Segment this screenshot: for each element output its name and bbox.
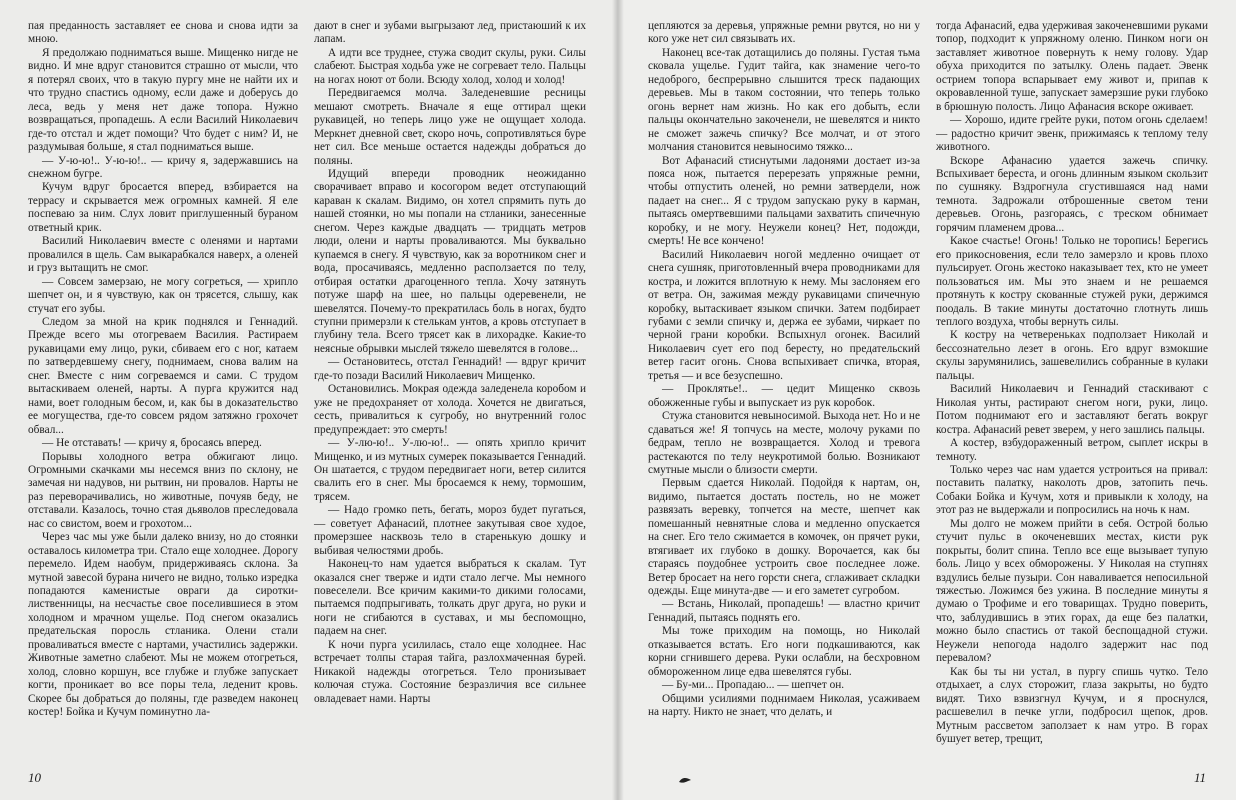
paragraph: — Встань, Николай, пропадешь! — властно кричит Геннадий, пытаясь поднять его.: [648, 598, 920, 624]
left-page-number: 10: [28, 770, 41, 785]
paragraph: Передвигаемся молча. Заледеневшие ресницы мешают смотреть. Вначале я еще оттирал щеки рукавицей, но теперь лицо уже не ощущает холода. Меркнет дневной свет, скоро ночь, сопротивляться буре нет сил. Все меньше остается надежды добраться до поляны.: [314, 87, 586, 167]
paragraph: — У-лю-ю!.. У-лю-ю!.. — опять хрипло кричит Мищенко, и из мутных сумерек показывается Геннадий. Он шатается, с трудом передвигает ноги, ветер силится свалить его в снег. Мы бросаемся к нему, тормошим, трясем.: [314, 437, 586, 503]
paragraph: Василий Николаевич вместе с оленями и нартами провалился в щель. Сам выкарабкался наверх, а оленей и груз вытащить не смог.: [28, 235, 298, 275]
paragraph: — Надо громко петь, бегать, мороз будет пугаться, — советует Афанасий, плотнее закутывая свое худое, промерзшее насквозь тело в старенькую дошку и выбивая челюстями дробь.: [314, 504, 586, 557]
left-page-column-2: [314, 20, 586, 732]
paragraph: Порывы холодного ветра обжигают лицо. Огромными скачками мы несемся вниз по склону, не замечая ни надувов, ни рытвин, ни провалов. Нарты не раз переворачивались, но животные, почуяв беду, не отставали. Казалось, точно стая дьяволов преследовала нас со свистом, воем и грохотом...: [28, 450, 298, 530]
paragraph: К костру на четвереньках подползает Николай и бессознательно лезет в огонь. Его вдруг взмокшие скулы зарумянились, зашевелились собранные в кулаки пальцы.: [936, 329, 1208, 382]
paragraph: Стужа становится невыносимой. Выхода нет. Но и не сдаваться же! Я топчусь на месте, молочу руками по бедрам, тепло не возвращается. Холод и тревога растекаются по телу неукротимой болью. Возникают смутные мысли о близости смерти.: [648, 410, 920, 476]
right-page-number: 11: [1193, 770, 1206, 785]
paragraph: Следом за мной на крик поднялся и Геннадий. Прежде всего мы отогреваем Василия. Растираем рукавицами ему лицо, руки, сбиваем его с ног, катаем по затвердевшему снегу, поднимаем, снова валим на снег. Вместе с ним согреваемся и сами. С трудом вытаскиваем оленей, нарты. А пурга кружится над нами, воет голодным бесом, и, как бы в доказательство ее могущества, где-то совсем рядом затяжно грохочет обвал...: [28, 315, 298, 436]
paragraph: Наконец-то нам удается выбраться к скалам. Тут оказался снег тверже и идти стало легче. Мы немного повеселели. Все кричим какими-то дикими голосами, пытаемся подпрыгивать, толкать друг друга, но руки и ноги не сгибаются в суставах, и мы беспомощно, падаем на снег.: [314, 558, 586, 638]
paragraph: — У-ю-ю!.. У-ю-ю!.. — кричу я, задержавшись на снежном бугре.: [28, 154, 298, 180]
paragraph: Вот Афанасий стиснутыми ладонями достает из-за пояса нож, пытается перерезать упряжные ремни, чтобы отпустить оленей, но ремни затвердели, нож падает на снег... Я с трудом запускаю руку в карман, пытаясь омертвевшими пальцами захватить спичечную коробку, и не могу. Неужели конец? Нет, подожди, смерть! Не все кончено!: [648, 154, 920, 248]
paragraph: Общими усилиями поднимаем Николая, усаживаем на нарту. Никто не знает, что делать, и: [648, 692, 920, 719]
paragraph: Остановились. Мокрая одежда заледенела коробом и уже не предохраняет от холода. Хочется не двигаться, сесть, привалиться к сугробу, но внутренний голос предупреждает: это смерть!: [314, 383, 586, 436]
paragraph: Василий Николаевич и Геннадий стаскивают с Николая унты, растирают снегом ноги, руки, лицо. Потом поднимают его и заставляют бегать вокруг костра. Афанасий ревет зверем, у него зашлись пальцы.: [936, 383, 1208, 436]
paragraph: Я предолжаю подниматься выше. Мищенко нигде не видно. И мне вдруг становится страшно от мысли, что я потерял своих, что в такую пургу мне не найти их и что трудно спастись одному, если даже и доберусь до леса, ведь у меня нет даже топора. Нужно возвращаться, пропадешь. А если Василий Николаевич где-то отстал и ждет помощи? Что будет с ним? И, не раздумывая больше, я стал подниматься выше.: [28, 46, 298, 154]
right-page: [618, 0, 1236, 800]
paragraph: Мы тоже приходим на помощь, но Николай отказывается встать. Его ноги подкашиваются, как корни сгнившего дерева. Руки ослабли, на бесхровном обмороженном лице едва шевелятся губы.: [648, 625, 920, 678]
paragraph: пая преданность заставляет ее снова и снова идти за мною.: [28, 20, 298, 46]
paragraph: дают в снег и зубами выгрызают лед, пристаюший к их лапам.: [314, 20, 586, 46]
paragraph: Как бы ты ни устал, в пургу спишь чутко. Тело отдыхает, а слух сторожит, глаза закрыты, но будто видят. Тихо взвизгнул Кучум, и я проснулся, расшевелил в печке угли, подбросил щепок, дров. Мутным рассветом заползает к нам утро. В горах бушует ветер, трещит,: [936, 665, 1208, 746]
paragraph: — Не отставать! — кричу я, бросаясь вперед.: [42, 437, 262, 450]
right-page-column-1: [648, 20, 920, 732]
paragraph: — Проклятье!.. — цедит Мищенко сквозь обожженные губы и выпускает из рук коробок.: [648, 383, 920, 409]
left-page-column-1: [28, 20, 298, 732]
paragraph: — Совсем замерзаю, не могу согреться, — хрипло шепчет он, и я чувствую, как он трясется, слышу, как стучат его зубы.: [28, 275, 298, 315]
paragraph: Василий Николаевич ногой медленно очищает от снега сушняк, приготовленный вчера проводниками для костра, и ложится вплотную к нему. Мы заслоняем его от ветра. Он, зажимая между рукавицами спичечную коробку, вытаскивает языком спички. Затем подбирает губами с земли спичку и, держа ее зубами, чиркает по черной грани коробки. Вспыхнул огонек. Василий Николаевич сует его под бересту, но предательский ветер гасит огонь. Снова вспыхивает спичка, вторая, третья — и все безуспешно.: [648, 248, 920, 382]
paragraph: — Хорошо, идите грейте руки, потом огонь сделаем! — радостно кричит эвенк, прижимаясь к теплому телу животного.: [936, 114, 1208, 154]
paragraph: — Остановитесь, отстал Геннадий! — вдруг кричит где-то позади Василий Николаевич Мищенко.: [314, 356, 586, 382]
paragraph: А идти все труднее, стужа сводит скулы, руки. Силы слабеют. Быстрая ходьба уже не согревает тело. Пальцы на ногах ноют от боли. Всюду холод, холод и холод!: [314, 46, 586, 86]
paragraph: Первым сдается Николай. Подойдя к нартам, он, видимо, пытается достать постель, но не может развязать веревку, топчется на месте, шепчет как помешанный невнятные слова и медленно опускается на снег. Его тело сжимается в комочек, он прячет руки, втягивает их глубоко в дошку. Ворочается, как бы стараясь поудобнее устроить свое последнее ложе. Ветер бросает на него горсти снега, сглаживает складки одежды. Еще минута-две — и его заметет сугробом.: [648, 477, 920, 598]
right-page-column-2: [936, 20, 1208, 746]
paragraph: Кучум вдруг бросается вперед, взбирается на террасу и скрывается меж огромных камней. Я еле поспеваю за ним. Слух ловит приглушенный бураном ответный крик.: [28, 181, 298, 234]
paragraph: А костер, взбудораженный ветром, сыплет искры в темноту.: [936, 437, 1208, 463]
book-gutter: [612, 0, 624, 800]
paragraph: К ночи пурга усилилась, стало еще холоднее. Нас встречает толпы старая тайга, разлохмаченная бурей. Никакой надежды отогреться. Тело пронизывает колючая стужа. Состояние безразличия все сильнее овладевает нами. Нарты: [314, 638, 586, 705]
paragraph: цепляются за деревья, упряжные ремни рвутся, но ни у кого уже нет сил связывать их.: [648, 20, 920, 46]
paragraph: Наконец все-так дотащились до поляны. Густая тьма сковала ущелье. Гудит тайга, как знамение чего-то недоброго, беспрерывно слышится треск падающих деревьев. Мы в таком состоянии, что теперь только огонь вернет нам жизнь. Но как его добыть, если пальцы окончательно закоченели, не шевелятся и никто не сможет зажечь спичку? Все молчат, и от этого молчания становится невыносимо тяжко...: [648, 46, 920, 154]
paragraph: Идущий впереди проводник неожиданно сворачивает вправо и косогором ведет отступающий караван к скалам. Видимо, он хотел спрямить путь до нашей стоянки, но мы попали на стланики, занесенные снегом. Через каждые двадцать — тридцать метров люди, олени и нарты проваливаются. Мы буквально купаемся в снегу. Я чувствую, как за воротником снег и вода, просачиваясь, медленно расползается по телу, отбирая остатки драгоценного тепла. Хочу затянуть потуже шарф на шее, но пальцы одеревенели, не шевелятся. Почему-то прекратилась боль в ногах, будто ступни примерзли к стелькам унтов, а кровь отступает в глубину тела. Всего трясет как в лихорадке. Какие-то неясные обрывки мыслей тяжело шевелятся в голове...: [314, 167, 586, 355]
paragraph: Вскоре Афанасию удается зажечь спичку. Вспыхивает береста, и огонь длинным языком скользит по сушняку. Вздрогнула сгустившаяся над нами темнота. Задрожали отброшенные светом тени деревьев. Огонь, разгораясь, с треском обнимает горячим пламенем дрова...: [936, 154, 1208, 234]
printer-ornament-icon: [678, 776, 692, 786]
paragraph: — Бу-ми... Пропадаю... — шепчет он.: [662, 679, 845, 692]
paragraph: Какое счастье! Огонь! Только не торопись! Берегись его прикосновения, если тело замерзло и кровь плохо пульсирует. Огонь жестоко наказывает тех, кто не умеет пользоваться им. Мы это знаем и не решаемся протянуть к костру скованные стужей руки, держимся поодаль. В такие минуты достаточно глотнуть лишь теплого воздуха, чтобы вернуть силы.: [936, 235, 1208, 328]
paragraph: Через час мы уже были далеко внизу, но до стоянки оставалось километра три. Стало еще холоднее. Дорогу перемело. Идем наобум, придерживаясь склона. За мутной завесой бурана ничего не видно, только изредка попадаются каменистые овраги да сиротки-лиственницы, на несчастье свое поселившиеся в этом холодном и мрачном ущелье. Под снегом оказались предательская поросль стланика. Олени стали проваливаться вместе с нартами, участились задержки. Животные заметно слабеют. Мы не можем отогреться, холод, словно коршун, все глубже и глубже запускает когти, проникает во все поры тела, леденит кровь. Скорее бы добраться до поляны, где разведем наконец костер! Бойка и Кучум поминутно ла-: [28, 531, 298, 719]
paragraph: Мы долго не можем прийти в себя. Острой болью стучит пульс в окоченевших местах, кисти рук покрыты, болит спина. Тепло все еще вызывает тупую боль. Лицо у всех обморожены. У Николая на ступнях вздулись белые пузыри. Сон наваливается непосильной тяжестью. Ложимся без ужина. В последние минуты я думаю о Трофиме и его товарищах. Трудно поверить, что, заблудившись в этих горах, да еще без палатки, можно было спастись от такой беспощадной стужи. Неужели непогода надолго задержит нас под перевалом?: [936, 517, 1208, 665]
paragraph: Только через час нам удается устроиться на привал: поставить палатку, наколоть дров, затопить печь. Собаки Бойка и Кучум, хотя и привыкли к холоду, на этот раз не выдержали и попросились на ночь к нам.: [936, 463, 1208, 517]
paragraph: тогда Афанасий, едва удерживая закоченевшими руками топор, подходит к упряжному оленю. Пинком ноги он заставляет животное повернуть к нему голову. Удар обуха приходится по затылку. Олень падает. Эвенк острием топора вспарывает ему живот и, припав к окровавленной туше, запускает замерзшие руки глубоко в брюшную полость. Лицо Афанасия вскоре оживает.: [936, 20, 1208, 113]
